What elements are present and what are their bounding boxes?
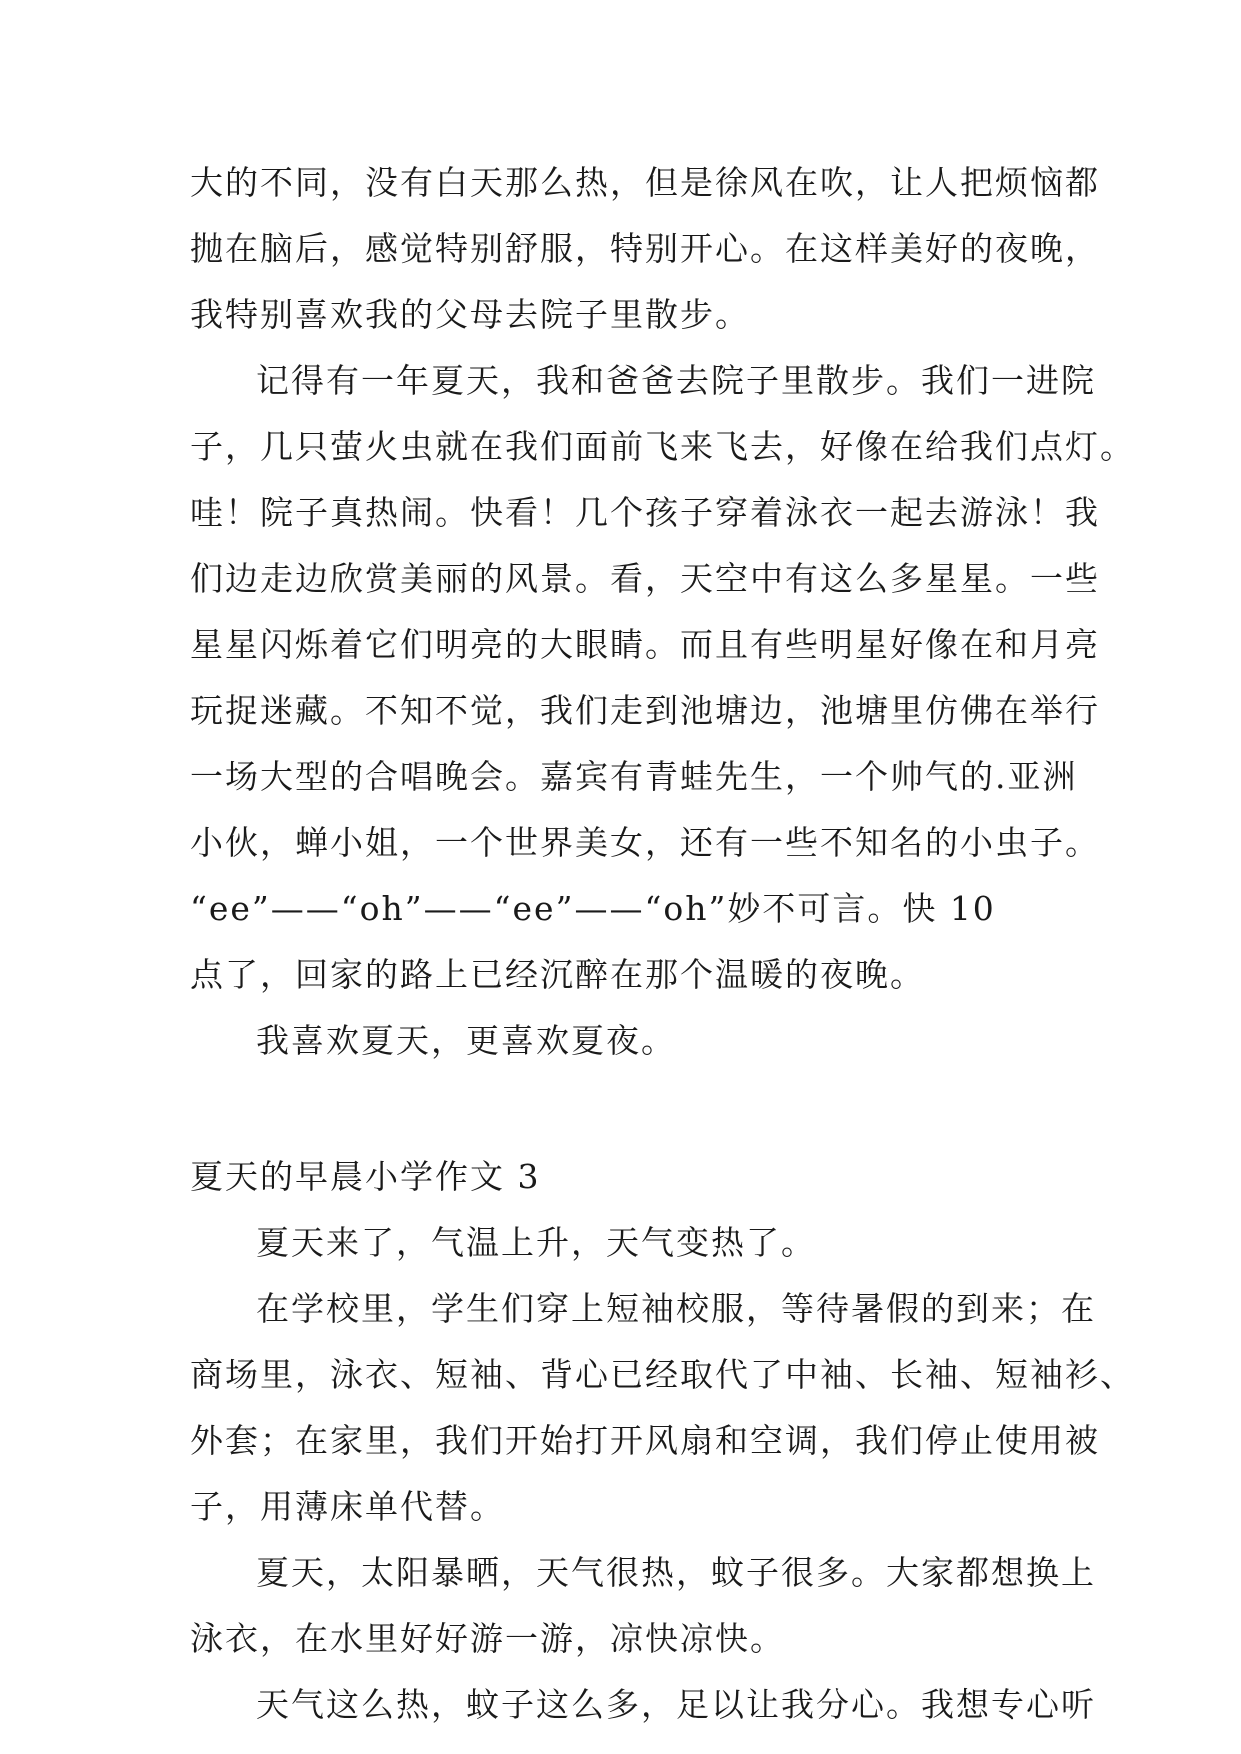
text-line: 记得有一年夏天，我和爸爸去院子里散步。我们一进院 [256, 361, 1096, 400]
text-line: 点了，回家的路上已经沉醉在那个温暖的夜晚。 [190, 955, 925, 994]
text-line: 夏天来了，气温上升，天气变热了。 [256, 1223, 816, 1262]
text-line: 泳衣，在水里好好游一游，凉快凉快。 [190, 1619, 785, 1658]
text-line: 玩捉迷藏。不知不觉，我们走到池塘边，池塘里仿佛在举行 [190, 691, 1100, 730]
text-line: “ee”——“oh”——“ee”——“oh”妙不可言。快 10 [190, 889, 996, 928]
text-line: 一场大型的合唱晚会。嘉宾有青蛙先生，一个帅气的.亚洲 [190, 757, 1078, 796]
text-line: 夏天，太阳暴晒，天气很热，蚊子很多。大家都想换上 [256, 1553, 1096, 1592]
paragraph-5 [190, 1276, 1135, 1540]
text-line: 星星闪烁着它们明亮的大眼睛。而且有些明星好像在和月亮 [190, 625, 1100, 664]
text-line: 子，用薄床单代替。 [190, 1487, 505, 1526]
text-line: 大的不同，没有白天那么热，但是徐风在吹，让人把烦恼都 [190, 163, 1100, 202]
paragraph-6 [190, 1540, 1096, 1672]
paragraph-4 [190, 1210, 1060, 1276]
paragraph-3 [190, 1008, 1060, 1074]
paragraph-1 [190, 150, 1100, 348]
text-line: 子，几只萤火虫就在我们面前飞来飞去，好像在给我们点灯。 [190, 427, 1135, 466]
text-line: 在学校里，学生们穿上短袖校服，等待暑假的到来；在 [256, 1289, 1096, 1328]
text-line: 小伙，蝉小姐，一个世界美女，还有一些不知名的小虫子。 [190, 823, 1100, 862]
text-line: 我特别喜欢我的父母去院子里散步。 [190, 295, 750, 334]
text-line: 抛在脑后，感觉特别舒服，特别开心。在这样美好的夜晚， [190, 229, 1100, 268]
text-line: 我喜欢夏天，更喜欢夏夜。 [256, 1021, 676, 1060]
text-line: 外套；在家里，我们开始打开风扇和空调，我们停止使用被 [190, 1421, 1100, 1460]
section-title: 夏天的早晨小学作文 3 [190, 1157, 541, 1196]
text-line: 哇！院子真热闹。快看！几个孩子穿着泳衣一起去游泳！我 [190, 493, 1100, 532]
document-page [190, 150, 1135, 1738]
text-line: 商场里，泳衣、短袖、背心已经取代了中袖、长袖、短袖衫、 [190, 1355, 1135, 1394]
section-spacer [190, 1074, 1060, 1144]
paragraph-7 [190, 1672, 1096, 1738]
text-line: 们边走边欣赏美丽的风景。看，天空中有这么多星星。一些 [190, 559, 1100, 598]
paragraph-2 [190, 348, 1135, 1008]
text-line: 天气这么热，蚊子这么多，足以让我分心。我想专心听 [256, 1685, 1096, 1724]
